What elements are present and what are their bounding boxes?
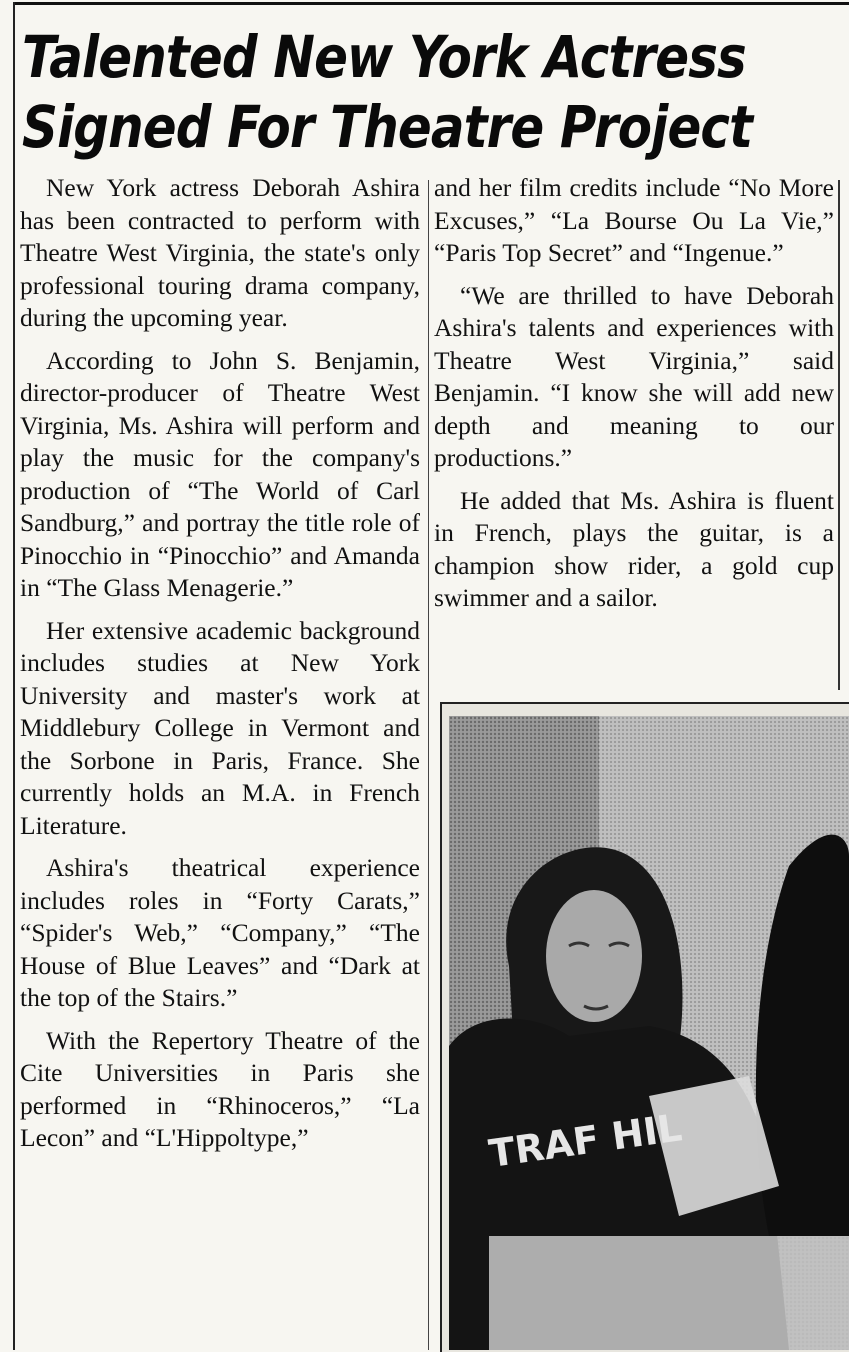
shirt-lettering: TRAF HIL bbox=[486, 1105, 685, 1176]
paragraph: He added that Ms. Ashira is fluent in French, plays the guitar, is a champion show rider, a gold cup swimmer and a sailor. bbox=[434, 485, 834, 612]
column-divider bbox=[428, 180, 429, 1350]
headline-line-2: Signed For Theatre Project bbox=[22, 93, 753, 161]
left-rule bbox=[13, 2, 15, 1350]
paragraph: and her film credits include “No More Excuses,” “La Bourse Ou La Vie,” “Paris Top Secret” and “Ingenue.” bbox=[434, 173, 834, 267]
top-rule bbox=[14, 2, 849, 5]
right-rule bbox=[838, 180, 840, 690]
paragraph: Her extensive academic background includes studies at New York University and master's work at Middlebury College in Vermont and the Sorbone in Paris, France. She currently holds an M.A. in French Literature. bbox=[20, 615, 420, 840]
paragraph: With the Repertory Theatre of the Cite Universities in Paris she performed in “Rhinoceros,” “La Lecon” and “L'Hippoltype,” bbox=[20, 1025, 420, 1152]
right-column bbox=[434, 172, 834, 625]
headline bbox=[22, 22, 753, 162]
paragraph: According to John S. Benjamin, director-producer of Theatre West Virginia, Ms. Ashira will perform and play the music for the company's production of “The World of Carl Sandburg,” and portray the title role of Pinocchio in “Pinocchio” and Amanda in “The Glass Menagerie.” bbox=[20, 345, 420, 602]
paragraph: New York actress Deborah Ashira has been contracted to perform with Theatre West Virginia, the state's only professional touring drama company, during the upcoming year. bbox=[20, 173, 420, 332]
actress-photo bbox=[449, 716, 849, 1350]
headline-line-1: Talented New York Actress bbox=[22, 23, 746, 91]
paragraph: “We are thrilled to have Deborah Ashira's talents and experiences with Theatre West Virginia,” said Benjamin. “I know she will add new depth and meaning to our productions.” bbox=[434, 280, 834, 472]
left-column bbox=[20, 172, 420, 1165]
paragraph: Ashira's theatrical experience includes roles in “Forty Carats,” “Spider's Web,” “Company,” “The House of Blue Leaves” and “Dark at the top of the Stairs.” bbox=[20, 853, 420, 1012]
